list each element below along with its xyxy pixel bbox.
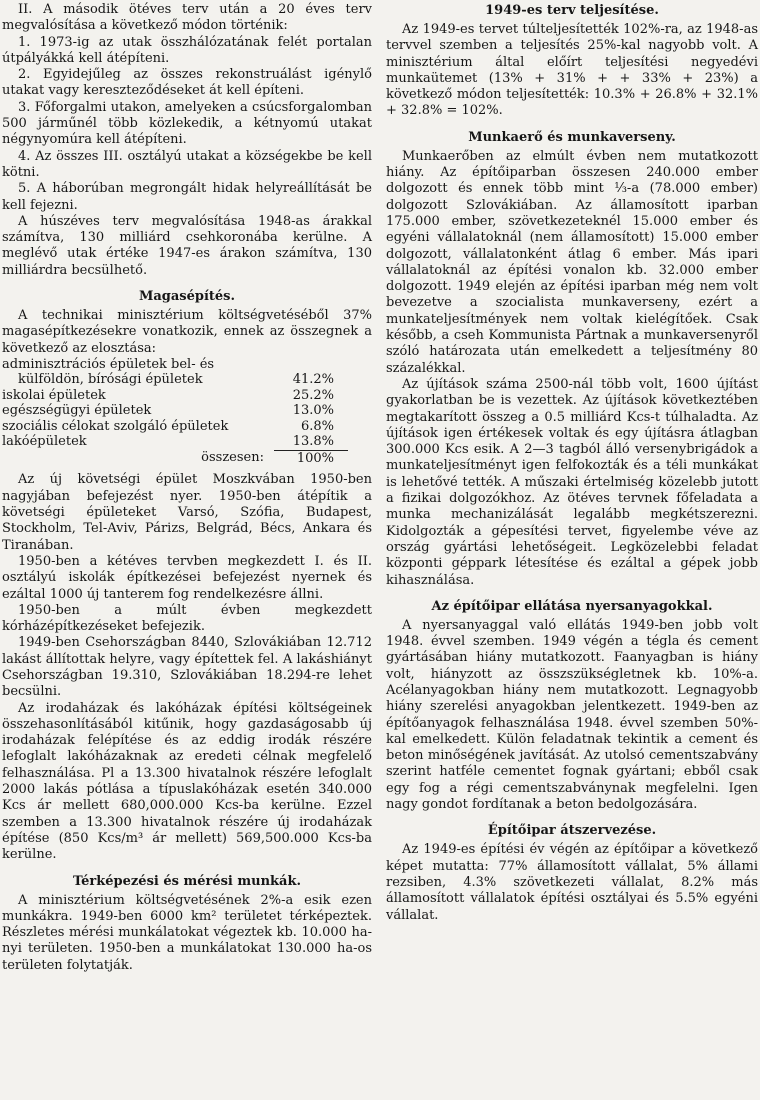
magasepites-paragraph: 1950-ben a kétéves tervben megkezdett I. és II. osztályú iskolák építkezései befejezést nyernek és ezáltal 1000 új tanterem fog rendelkezésre állni.	[2, 553, 372, 602]
terkepezesi-paragraph: A minisztérium költségvetésének 2%-a esik ezen munkákra. 1949-ben 6000 km² területet térképeztek. Részletes mérési munkálatokat végeztek kb. 10.000 ha-nyi területen. 1950-ben a munkálatokat 130.000 ha-os területen folytatják.	[2, 892, 372, 973]
table-row	[2, 419, 348, 435]
plan-item-1: 1. 1973-ig az utak összhálózatának felét portalan útpályákká kell átépíteni.	[2, 34, 372, 66]
munkaero-paragraph: Az újítások száma 2500-nál több volt, 1600 újítást gyakorlatban be is vezettek. Az újítások következtében megtakarított összeg a 0.5 milliárd Kcs-t túlhaladta. Az újítások igen értékesek voltak és egy újításra átlagban 300.000 Kcs esik. A 2—3 tagból álló versenybrigádok a munkateljesítményt igen felfokozták és a téli munkákat is lehetővé tették. A műszaki értelmiség közelebb jutott a fizikai dolgozókhoz. Az ötéves tervnek főfeladata a munka mechanizálását legalább megkétszerezni. Kidolgozták a gépesítési tervet, figyelembe véve az ország gyártási lehetőségeit. Legközelebbi feladat központi géppark létesítése és ezáltal a gépek jobb kihasználása.	[386, 376, 758, 588]
section-heading-nyersanyag: Az építőipar ellátása nyersanyagokkal.	[431, 598, 713, 614]
magasepites-paragraph: 1950-ben a múlt évben megkezdett kórházépítkezéseket befejezik.	[2, 602, 372, 635]
right-column	[386, 2, 758, 924]
allocation-value: 13.0%	[292, 403, 334, 419]
table-row	[2, 357, 348, 373]
allocation-table	[2, 357, 348, 467]
allocation-label: külföldön, bírósági épületek	[18, 372, 203, 388]
section-heading-teljesitese: 1949-es terv teljesítése.	[485, 3, 659, 18]
table-row	[2, 403, 348, 419]
table-total-row	[2, 450, 348, 466]
teljesitese-paragraph: Az 1949-es tervet túlteljesítették 102%-ra, az 1948-as tervvel szemben a teljesítés 25%-kal nagyobb volt. A minisztérium által előírt teljesítési negyedévi munkaütemet (13% + 31% + + 33% + 23%) a következő módon teljesítették: 10.3% + 26.8% + 32.1% + 32.8% = 102%.	[386, 22, 758, 119]
left-column	[2, 2, 372, 974]
plan-cost: A húszéves terv megvalósítása 1948-as árakkal számítva, 130 milliárd csehkoronába kerülne. A meglévő utak értéke 1947-es árakon számítva, 130 milliárdra becsülhető.	[2, 213, 372, 278]
section-heading-terkepezesi: Térképezési és mérési munkák.	[72, 873, 302, 889]
allocation-label: egészségügyi épületek	[2, 403, 152, 419]
table-row	[2, 372, 348, 388]
plan-intro: II. A második ötéves terv után a 20 éves terv megvalósítása a következő módon történik:	[2, 2, 372, 34]
plan-item-5: 5. A háborúban megrongált hidak helyreállítását be kell fejezni.	[2, 181, 372, 213]
allocation-value	[274, 357, 348, 373]
allocation-total-value: 100%	[296, 450, 334, 466]
table-row	[2, 388, 348, 404]
plan-item-2: 2. Egyidejűleg az összes rekonstruálást igénylő utakat vagy kereszteződéseket át kell építeni.	[2, 67, 372, 99]
atszervezes-paragraph: Az 1949-es építési év végén az építőipar a következő képet mutatta: 77% államosított vállalat, 5% állami rezsiben, 4.3% szövetkezeti vállalat, 8.2% más államosított vállalatok építési osztályai és 5.5% egyéni vállalat.	[386, 842, 758, 923]
magasepites-intro: A technikai minisztérium költségvetéséből 37% magasépítkezésekre vonatkozik, ennek az összegnek a következő az elosztása:	[2, 308, 372, 356]
plan-item-4: 4. Az összes III. osztályú utakat a községekbe be kell kötni.	[2, 148, 372, 180]
section-heading-magasepites: Magasépítés.	[138, 289, 236, 305]
allocation-label: iskolai épületek	[2, 387, 106, 403]
magasepites-paragraph: Az irodaházak és lakóházak építési költségeinek összehasonlításából kitűnik, hogy gazdaságosabb új irodaházak felépítése és az eddig irodák részére lefoglalt lakóházaknak az eredeti célnak megfelelő felhasználása. Pl a 13.300 hivatalnok részére lefoglalt 2000 lakás pótlása a típuslakóházak esetén 340.000 Kcs ár mellett 680,000.000 Kcs-ba kerülne. Ezzel szemben a 13.300 hivatalnok részére új irodaházak építése (850 Kcs/m³ ár mellett) 569,500.000 Kcs-ba kerülne.	[2, 700, 372, 863]
section-heading-atszervezes: Építőipar átszervezése.	[487, 823, 657, 839]
allocation-value: 41.2%	[292, 372, 334, 388]
munkaero-paragraph: Munkaerőben az elmúlt évben nem mutatkozott hiány. Az építőiparban összesen 240.000 ember dolgozott és ennek több mint ⅓-a (78.000 ember) dolgozott Szlovákiában. Az államosított iparban 175.000 ember, szövetkezeteknél 15.000 ember és egyéni vállalatoknál (nem államosított) 15.000 ember dolgozott, vállalatonként átlag 6 ember. Más ipari vállalatoknál az építési vonalon kb. 32.000 ember dolgozott. 1949 elején az építési iparban még nem volt bevezetve a szocialista munkaverseny, ezért a munkateljesítmények nem voltak kielégítőek. Csak később, a cseh Kommunista Pártnak a munkaversenyről szóló határozata után emelkedett a teljesítmény 80 százalékkal.	[386, 148, 758, 376]
allocation-label: lakóépületek	[2, 434, 87, 450]
magasepites-paragraph: 1949-ben Csehországban 8440, Szlovákiában 12.712 lakást állítottak helyre, vagy építettek fel. A lakáshiányt Csehországban 19.310, Szlovákiában 18.294-re lehet becsülni.	[2, 635, 372, 700]
allocation-label: szociális célokat szolgáló épületek	[2, 418, 229, 434]
allocation-label: adminisztrációs épületek bel- és	[2, 356, 215, 372]
section-heading-munkaero: Munkaerő és munkaverseny.	[468, 129, 676, 145]
nyersanyag-paragraph: A nyersanyaggal való ellátás 1949-ben jobb volt 1948. évvel szemben. 1949 végén a tégla és cement gyártásában hiány mutatkozott. Faanyagban is hiány volt, hiányzott az összszükségletnek kb. 10%-a. Acélanyagokban hiány nem mutatkozott. Legnagyobb hiány szerelési anyagokban jelentkezett. 1949-ben az építőanyagok felhasználása 1948. évvel szemben 50%-kal emelkedett. Külön feladatnak tekintik a cement és beton minőségének javítását. Az utolsó cementszabvány szerint hatféle cementet fognak gyártani; ebből csak egy fog a régi cementszabványnak megfelelni. Igen nagy gondot fordítanak a beton bedolgozására.	[386, 617, 758, 813]
allocation-value: 6.8%	[300, 418, 334, 434]
allocation-total-label: összesen:	[201, 450, 264, 466]
allocation-value: 13.8%	[274, 434, 348, 450]
table-row	[2, 434, 348, 450]
allocation-value: 25.2%	[292, 387, 334, 403]
magasepites-paragraph: Az új követségi épület Moszkvában 1950-ben nagyjában befejezést nyer. 1950-ben átépítik a követségi épületeket Varsó, Szófia, Budapest, Stockholm, Tel-Aviv, Párizs, Belgrád, Bécs, Ankara és Tiranában.	[2, 472, 372, 553]
plan-item-3: 3. Főforgalmi utakon, amelyeken a csúcsforgalomban 500 járműnél több közlekedik, a kétnyomú utakat négynyomúra kell átépíteni.	[2, 99, 372, 148]
